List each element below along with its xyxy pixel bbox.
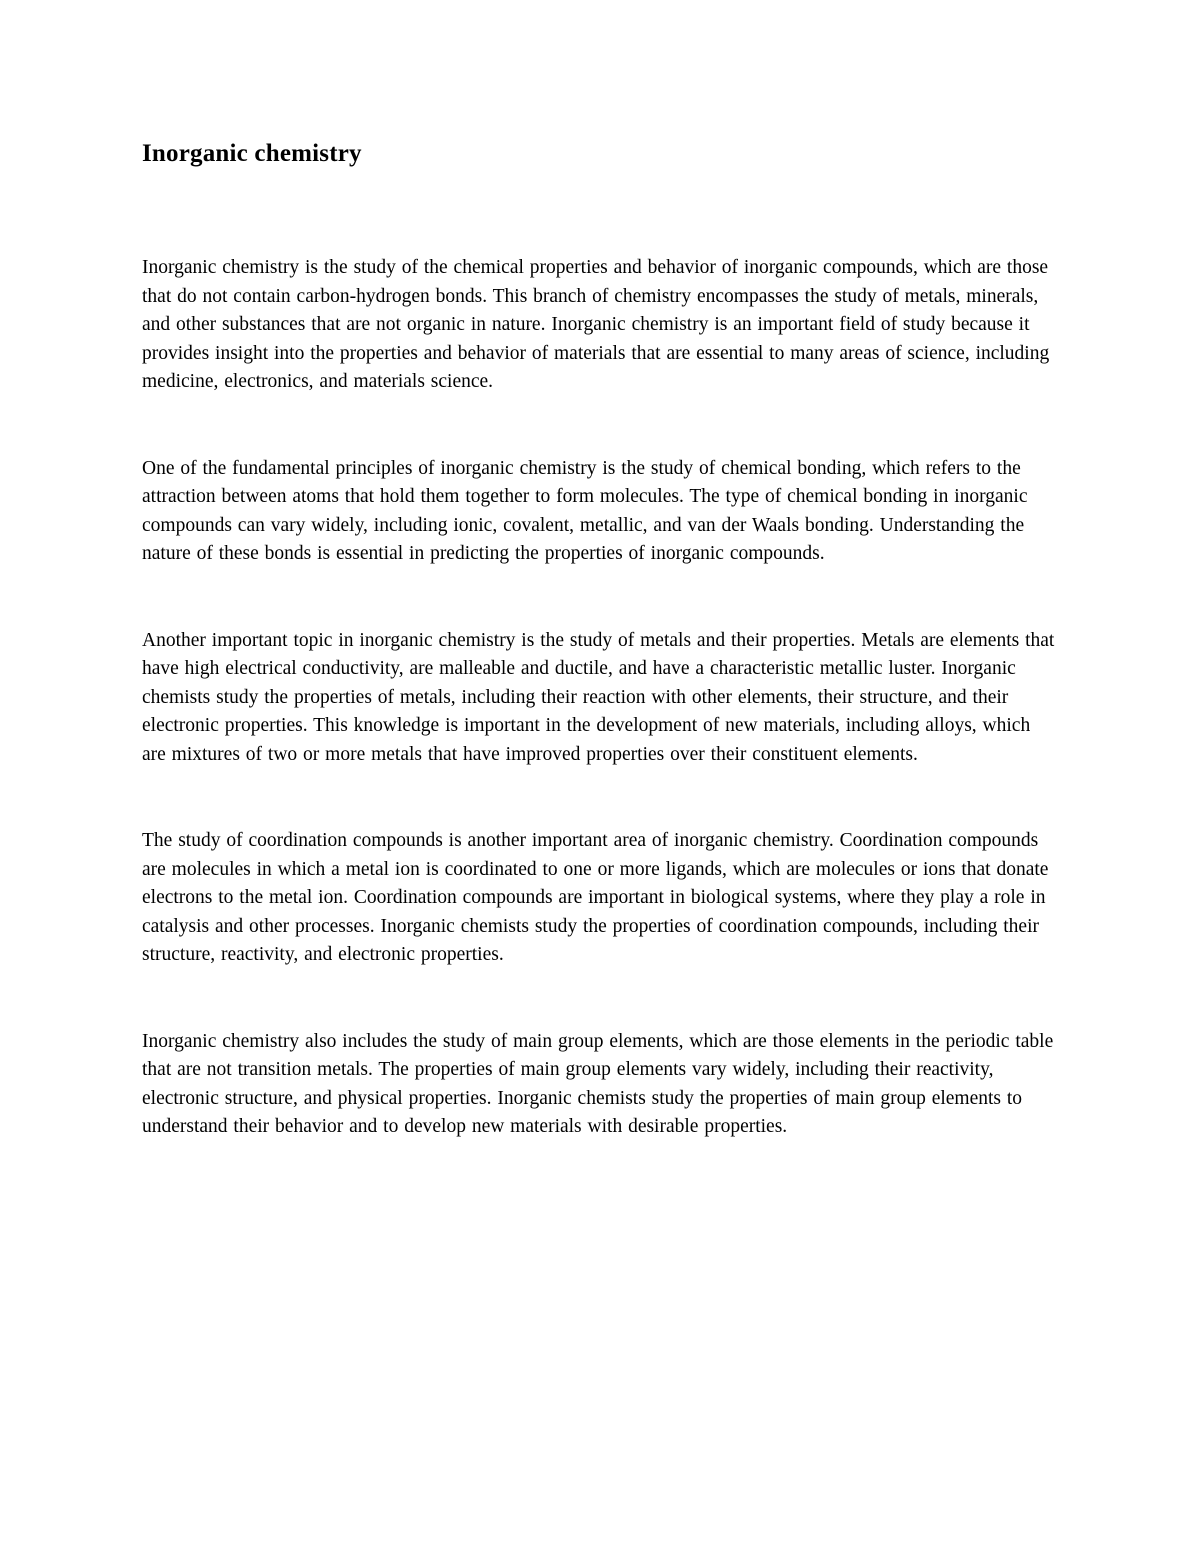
paragraph-chemical-bonding: One of the fundamental principles of inorganic chemistry is the study of chemical bonding, which refers to the attraction between atoms that hold them together to form molecules. The type of chemical bonding in inorganic compounds can vary widely, including ionic, covalent, metallic, and van der Waals bonding. Understanding the nature of these bonds is essential in predicting the properties of inorganic compounds. <box>142 457 1028 564</box>
paragraph-coordination-compounds: The study of coordination compounds is another important area of inorganic chemistry. Coordination compounds are molecules in which a metal ion is coordinated to one or more ligands, which are molecules or ions that donate electrons to the metal ion. Coordination compounds are important in biological systems, where they play a role in catalysis and other processes. Inorganic chemists study the properties of coordination compounds, including their structure, reactivity, and electronic properties. <box>142 830 1049 965</box>
document-title: Inorganic chemistry <box>142 140 362 167</box>
paragraph-main-group-elements: Inorganic chemistry also includes the study of main group elements, which are those elements in the periodic table that are not transition metals. The properties of main group elements vary widely, including their reactivity, electronic structure, and physical properties. Inorganic chemists study the properties of main group elements to understand their behavior and to develop new materials with desirable properties. <box>142 1030 1054 1137</box>
paragraph-metals: Another important topic in inorganic chemistry is the study of metals and their properties. Metals are elements that have high electrical conductivity, are malleable and ductile, and have a characteristic metallic luster. Inorganic chemists study the properties of metals, including their reaction with other elements, their structure, and their electronic properties. This knowledge is important in the development of new materials, including alloys, which are mixtures of two or more metals that have improved properties over their constituent elements. <box>142 629 1055 765</box>
paragraph-intro: Inorganic chemistry is the study of the chemical properties and behavior of inorganic compounds, which are those that do not contain carbon-hydrogen bonds. This branch of chemistry encompasses the study of metals, minerals, and other substances that are not organic in nature. Inorganic chemistry is an important field of study because it provides insight into the properties and behavior of materials that are essential to many areas of science, including medicine, electronics, and materials science. <box>142 257 1050 392</box>
